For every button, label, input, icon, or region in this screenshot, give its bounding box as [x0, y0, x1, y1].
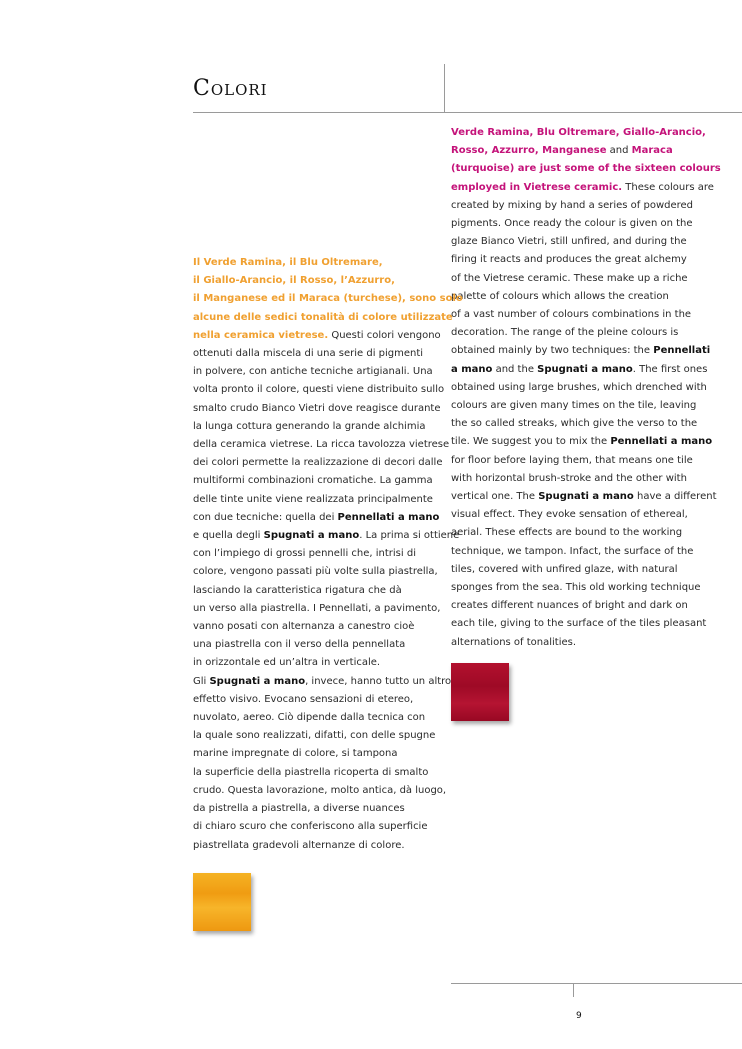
text-line	[193, 582, 438, 600]
text-segment: Verde Ramina	[203, 257, 283, 268]
text-segment: , l’	[333, 275, 348, 287]
text-segment: pigments. Once ready the colour is given on the	[451, 218, 693, 230]
text-segment: Pennellati a mano	[610, 436, 713, 448]
text-line	[451, 415, 701, 433]
text-line	[193, 309, 453, 327]
text-segment: Il	[193, 257, 204, 268]
text-segment: These colours are	[622, 181, 714, 193]
text-segment: con l’impiego di grossi pennelli che, intrisi di	[193, 548, 416, 560]
text-line	[451, 543, 701, 561]
english-text-column	[451, 124, 721, 652]
text-segment: una piastrella con il verso della pennellata	[193, 639, 406, 651]
text-line	[193, 327, 441, 345]
text-segment: aerial. These effects are bound to the working	[451, 527, 683, 539]
text-line	[451, 306, 701, 324]
text-segment: Azzurro	[347, 275, 392, 287]
text-line	[193, 509, 438, 527]
text-segment: Pennellati a mano	[337, 511, 440, 523]
text-segment: delle tinte unite viene realizzata principalmente	[193, 493, 433, 505]
text-segment: visual effect. They evoke sensation of ethereal,	[451, 509, 688, 521]
text-segment: Giallo-Arancio	[203, 275, 283, 287]
text-line	[193, 545, 438, 563]
text-line	[451, 433, 713, 451]
text-segment: ottenuti dalla miscela di una serie di pigmenti	[193, 348, 424, 360]
text-line	[193, 254, 438, 272]
text-line	[193, 272, 438, 290]
text-segment: nella ceramica vietrese.	[193, 329, 329, 341]
text-line	[193, 745, 438, 763]
text-segment: sponges from the sea. This old working technique	[451, 582, 701, 594]
text-segment: and	[606, 145, 632, 157]
text-segment: con due tecniche: quella dei	[193, 511, 338, 523]
text-segment: il	[193, 293, 204, 305]
text-line	[451, 288, 701, 306]
text-segment: for floor before laying them, that means one tile	[451, 454, 693, 466]
text-segment: palette of colours which allows the creation	[451, 290, 669, 302]
text-segment: tiles, covered with unfired glaze, with natural	[451, 563, 678, 575]
red-tile-swatch	[451, 663, 509, 721]
footer-rule	[451, 983, 742, 984]
text-line	[451, 634, 701, 652]
text-line	[193, 727, 438, 745]
text-segment: glaze Bianco Vietri, still unfired, and during the	[451, 236, 687, 248]
text-line	[451, 397, 701, 415]
text-line	[193, 290, 463, 308]
text-segment: smalto crudo Bianco Vietri dove reagisce durante	[193, 402, 441, 414]
text-segment: , il	[282, 257, 300, 268]
text-segment: Spugnati a mano	[538, 491, 634, 503]
header-rule	[193, 112, 742, 113]
text-segment: Spugnati a mano	[209, 675, 306, 687]
text-segment: la lunga cottura generando la grande alchimia	[193, 420, 426, 432]
text-line	[451, 597, 701, 615]
text-line	[451, 142, 701, 160]
text-segment: each tile, giving to the surface of the tiles pleasant	[451, 618, 707, 630]
text-line	[193, 837, 438, 855]
text-line	[193, 654, 438, 672]
text-segment: marine impregnate di colore, si tampona	[193, 748, 398, 760]
page-title: Colori	[193, 76, 268, 101]
text-segment: alternations of tonalities.	[451, 636, 577, 648]
text-segment: volta pronto il colore, questi viene distribuito sullo	[193, 384, 445, 396]
text-segment: Blu Oltremare	[299, 257, 379, 268]
text-segment: multiformi combinazioni cromatiche. La gamma	[193, 475, 433, 487]
text-segment: creates different nuances of bright and dark on	[451, 600, 688, 612]
text-line	[193, 418, 438, 436]
text-segment: Pennellati	[653, 345, 711, 357]
text-segment: obtained mainly by two techniques: the	[451, 345, 654, 357]
text-line	[451, 179, 714, 197]
text-segment: e quella degli	[193, 530, 264, 542]
text-line	[451, 561, 701, 579]
text-segment: ed il	[267, 293, 299, 305]
text-line	[193, 491, 438, 509]
text-segment: a mano	[451, 363, 493, 375]
text-line	[451, 488, 717, 506]
text-segment: di chiaro scuro che conferiscono alla superficie	[193, 821, 428, 833]
text-line	[451, 379, 707, 397]
text-segment: piastrellata gradevoli alternanze di colore.	[193, 839, 405, 851]
text-line	[193, 436, 450, 454]
text-line	[193, 673, 452, 691]
text-segment: employed in Vietrese ceramic.	[451, 181, 623, 193]
text-line	[193, 818, 438, 836]
text-segment: un verso alla piastrella. I Pennellati, a pavimento,	[193, 602, 441, 614]
text-segment: Maraca	[298, 293, 341, 305]
text-line	[193, 800, 438, 818]
text-line	[451, 270, 701, 288]
text-segment: (turquoise) are just some of the sixteen colours	[451, 163, 721, 175]
text-line	[451, 470, 701, 488]
text-segment: vertical one. The	[451, 491, 539, 503]
text-segment: della ceramica vietrese. La ricca tavolozza vietrese	[193, 439, 450, 451]
text-segment: created by mixing by hand a series of powdered	[451, 199, 694, 211]
text-segment: Rosso, Azzurro, Manganese	[451, 145, 607, 157]
text-segment: (turchese), sono solo	[340, 293, 463, 305]
text-segment: nuvolato, aereo. Ciò dipende dalla tecnica con	[193, 712, 426, 724]
text-segment: Verde Ramina, Blu Oltremare, Giallo-Arancio,	[451, 127, 706, 138]
text-segment: colours are given many times on the tile, leaving	[451, 400, 697, 412]
text-line	[193, 600, 441, 618]
text-line	[451, 215, 701, 233]
text-line	[451, 615, 707, 633]
text-segment: vanno posati con alternanza a canestro cioè	[193, 621, 415, 633]
text-line	[193, 782, 447, 800]
text-line	[193, 400, 441, 418]
text-line	[193, 472, 438, 490]
text-segment: ,	[391, 275, 395, 287]
text-segment: technique, we tampon. Infact, the surface of the	[451, 545, 694, 557]
page-number: 9	[576, 1011, 582, 1021]
text-segment: lasciando la caratteristica rigatura che dà	[193, 584, 402, 596]
text-line	[193, 381, 445, 399]
text-line	[193, 764, 438, 782]
text-segment: obtained using large brushes, which drenched with	[451, 381, 707, 393]
text-line	[193, 454, 443, 472]
text-segment: Rosso	[300, 275, 334, 287]
text-segment: crudo. Questa lavorazione, molto antica, dà luogo,	[193, 784, 447, 796]
text-segment: tile. We suggest you to mix the	[451, 436, 611, 448]
text-segment: dei colori permette la realizzazione di decori dalle	[193, 457, 443, 469]
text-segment: il	[193, 275, 204, 287]
text-segment: effetto visivo. Evocano sensazioni di etereo,	[193, 693, 414, 705]
italian-text-column	[193, 254, 463, 855]
text-segment: have a different	[633, 491, 717, 503]
text-line	[193, 709, 438, 727]
text-line	[451, 579, 701, 597]
text-line	[193, 618, 438, 636]
text-segment: of a vast number of colours combinations in the	[451, 309, 692, 321]
text-line	[193, 636, 438, 654]
text-line	[193, 345, 438, 363]
text-line	[451, 233, 701, 251]
text-line	[193, 527, 460, 545]
text-line	[193, 691, 438, 709]
text-segment: Gli	[193, 675, 210, 687]
text-segment: colore, vengono passati più volte sulla piastrella,	[193, 566, 438, 578]
text-segment: la quale sono realizzati, difatti, con delle spugne	[193, 730, 436, 742]
footer-divider-vertical	[573, 983, 574, 997]
text-segment: decoration. The range of the pleine colours is	[451, 327, 679, 339]
text-line	[193, 363, 438, 381]
text-segment: in orizzontale ed un’altra in verticale.	[193, 657, 381, 669]
text-line	[451, 506, 701, 524]
text-segment: . The first ones	[632, 363, 708, 375]
text-line	[451, 361, 708, 379]
text-line	[451, 452, 701, 470]
text-segment: da pistrella a piastrella, a diverse nuances	[193, 803, 405, 815]
text-line	[451, 197, 701, 215]
text-line	[193, 563, 438, 581]
text-segment: la superficie della piastrella ricoperta di smalto	[193, 766, 429, 778]
text-segment: Spugnati a mano	[537, 363, 633, 375]
text-segment: in polvere, con antiche tecniche artigianali. Una	[193, 366, 433, 378]
text-segment: firing it reacts and produces the great alchemy	[451, 254, 687, 266]
text-segment: Manganese	[203, 293, 268, 305]
header-divider-vertical	[444, 64, 445, 112]
yellow-tile-swatch	[193, 873, 251, 931]
text-segment: , il	[282, 275, 300, 287]
text-segment: ,	[378, 257, 383, 268]
text-line	[451, 342, 711, 360]
text-segment: and the	[492, 363, 538, 375]
text-line	[451, 524, 701, 542]
text-line	[451, 160, 721, 178]
text-segment: with horizontal brush-stroke and the other with	[451, 472, 687, 484]
text-segment: the so called streaks, which give the verso to the	[451, 418, 698, 430]
text-segment: Maraca	[631, 145, 673, 157]
text-segment: , invece, hanno tutto un altro	[305, 675, 452, 687]
text-line	[451, 251, 701, 269]
text-segment: of the Vietrese ceramic. These make up a riche	[451, 272, 688, 284]
text-segment: alcune delle sedici tonalità di colore utilizzate	[193, 311, 453, 323]
text-segment: Spugnati a mano	[263, 530, 360, 542]
text-segment: Questi colori vengono	[328, 329, 441, 341]
text-line	[451, 324, 701, 342]
text-line	[451, 124, 706, 142]
text-segment: . La prima si ottiene	[359, 530, 460, 542]
